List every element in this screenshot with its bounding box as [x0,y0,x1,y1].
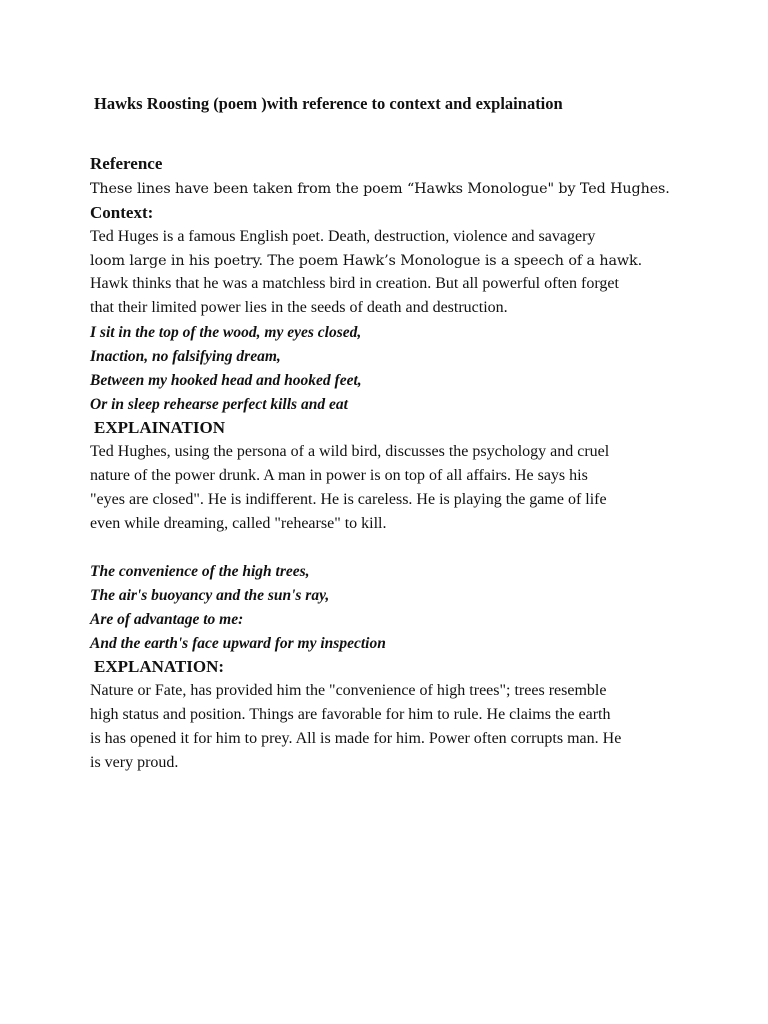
context-line: loom large in his poetry. The poem Hawk’s Monologue is a speech of a hawk. [90,253,643,269]
explanation-line: is very proud. [90,754,179,771]
explanation-line: is has opened it for him to prey. All is made for him. Power often corrupts man. He [90,730,622,747]
context-line: Hawk thinks that he was a matchless bird in creation. But all powerful often forget [90,275,619,292]
poem-line: And the earth's face upward for my inspection [90,635,386,652]
explanation-line: nature of the power drunk. A man in power is on top of all affairs. He says his [90,467,588,484]
explanation-line: even while dreaming, called "rehearse" to kill. [90,515,387,532]
poem-line: Are of advantage to me: [90,611,244,628]
poem-line: Inaction, no falsifying dream, [90,348,281,365]
reference-heading: Reference [90,154,163,173]
explanation-line: Ted Hughes, using the persona of a wild bird, discusses the psychology and cruel [90,443,610,460]
reference-text: These lines have been taken from the poem “Hawks Monologue" by Ted Hughes. [90,181,670,197]
poem-line: The air's buoyancy and the sun's ray, [90,587,330,604]
poem-line: The convenience of the high trees, [90,563,310,580]
explanation-line: "eyes are closed". He is indifferent. He is careless. He is playing the game of life [90,491,607,508]
poem-line: Between my hooked head and hooked feet, [90,372,362,389]
poem-line: Or in sleep rehearse perfect kills and eat [90,396,348,413]
context-heading: Context: [90,203,154,222]
explanation-line: high status and position. Things are favorable for him to rule. He claims the earth [90,706,611,723]
context-line: that their limited power lies in the seeds of death and destruction. [90,299,508,316]
explanation-heading: EXPLANATION: [94,657,225,676]
document-title: Hawks Roosting (poem )with reference to context and explaination [94,94,563,113]
poem-line: I sit in the top of the wood, my eyes closed, [90,324,362,341]
explanation-line: Nature or Fate, has provided him the "convenience of high trees"; trees resemble [90,682,607,699]
context-line: Ted Huges is a famous English poet. Death, destruction, violence and savagery [90,228,596,245]
explanation-heading: EXPLAINATION [94,418,225,437]
